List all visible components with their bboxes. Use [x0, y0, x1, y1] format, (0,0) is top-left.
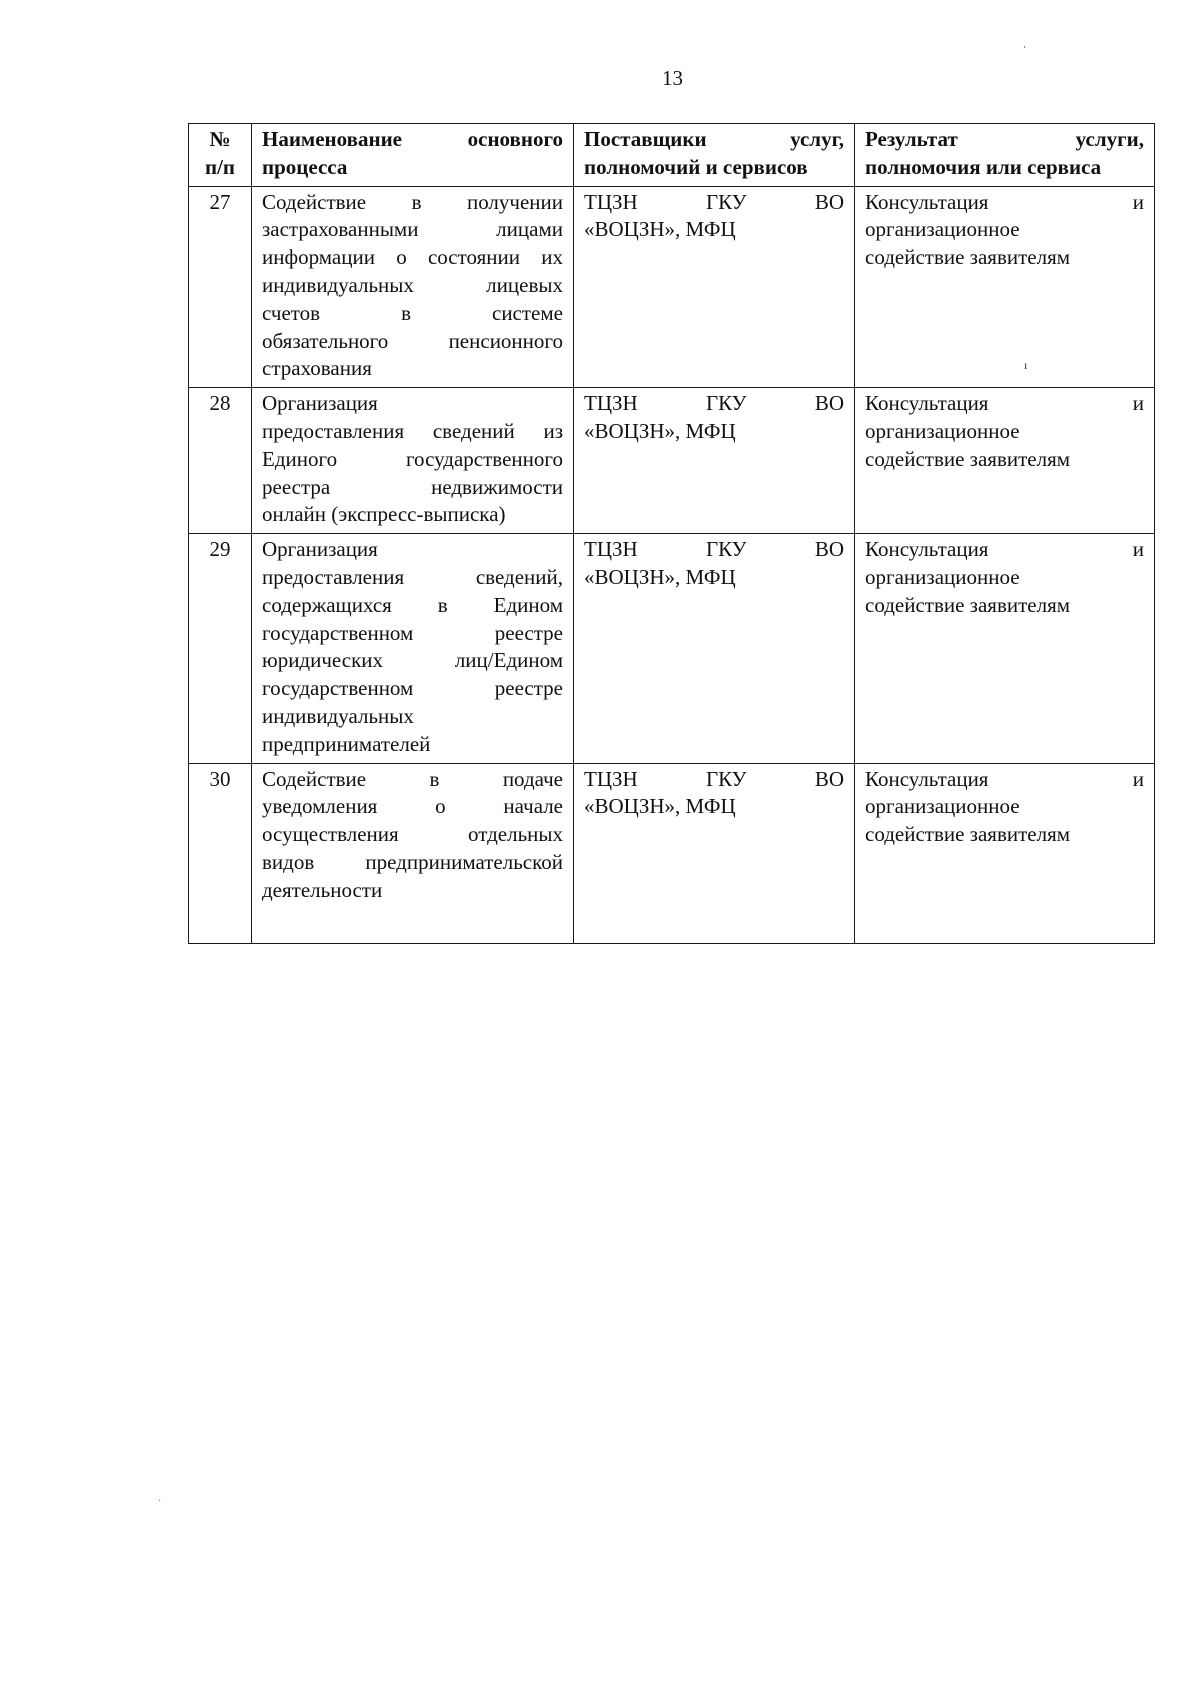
- row-process-line: уведомления о начале: [262, 794, 563, 819]
- table-row: [189, 534, 1155, 763]
- row-process-line: информации о состоянии их: [262, 245, 563, 270]
- row-process-cell: [252, 763, 574, 943]
- page-number: 13: [662, 66, 683, 90]
- row-result-line: содействие заявителям: [865, 245, 1071, 270]
- row-process-line: предоставления сведений из: [262, 418, 563, 443]
- services-table: [188, 123, 1155, 944]
- row-number: 29: [189, 534, 252, 763]
- row-process-line: индивидуальных лицевых: [262, 272, 563, 297]
- row-number: 27: [189, 186, 252, 388]
- header-number-line: п/п: [204, 154, 236, 179]
- row-providers-line: ТЦЗН ГКУ ВО: [584, 766, 844, 791]
- row-process-line: видов предпринимательской: [262, 849, 563, 874]
- row-result-line: Консультация и: [865, 537, 1144, 562]
- row-process-line: Содействие в подаче: [262, 766, 563, 791]
- row-process-line: Содействие в получении: [262, 189, 563, 214]
- row-process-line: государственном реестре: [262, 620, 563, 645]
- header-result: [855, 124, 1155, 187]
- header-number: [189, 124, 252, 187]
- row-providers-line: ТЦЗН ГКУ ВО: [584, 537, 844, 562]
- row-result-line: Консультация и: [865, 766, 1144, 791]
- row-process-cell: [252, 388, 574, 534]
- header-result-line: Результат услуги,: [865, 127, 1144, 151]
- row-result-line: организационное: [865, 564, 1020, 589]
- table-header-row: [189, 124, 1155, 187]
- row-number: 30: [189, 763, 252, 943]
- row-providers-cell: [574, 388, 855, 534]
- row-result-line: содействие заявителям: [865, 822, 1071, 847]
- row-providers-cell: [574, 186, 855, 388]
- row-providers-line: «ВОЦЗН», МФЦ: [584, 564, 736, 589]
- row-process-line: осуществления отдельных: [262, 822, 563, 847]
- header-process: [252, 124, 574, 187]
- scan-dot-mark: ·: [158, 1496, 162, 1507]
- row-process-line: предпринимателей: [262, 731, 431, 756]
- row-process-line: счетов в системе: [262, 300, 563, 325]
- table-body: [189, 186, 1155, 943]
- row-result-cell: [855, 186, 1155, 388]
- row-process-line: Организация: [262, 391, 378, 416]
- row-process-line: предоставления сведений,: [262, 564, 563, 589]
- row-result-line: организационное: [865, 217, 1020, 242]
- row-process-line: застрахованными лицами: [262, 217, 563, 242]
- row-result-line: организационное: [865, 794, 1020, 819]
- header-providers-line: Поставщики услуг,: [584, 127, 844, 151]
- row-process-line: страхования: [262, 356, 372, 381]
- row-process-line: обязательного пенсионного: [262, 328, 563, 353]
- row-providers-cell: [574, 763, 855, 943]
- row-process-cell: [252, 534, 574, 763]
- row-providers-cell: [574, 534, 855, 763]
- row-result-line: Консультация и: [865, 391, 1144, 416]
- row-result-line: организационное: [865, 418, 1020, 443]
- row-process-line: онлайн (экспресс-выписка): [262, 502, 506, 527]
- scan-tick-mark: ı: [1024, 358, 1028, 372]
- row-process-line: содержащихся в Едином: [262, 592, 563, 617]
- row-process-line: реестра недвижимости: [262, 474, 563, 499]
- table-row: [189, 186, 1155, 388]
- row-result-cell: [855, 763, 1155, 943]
- row-result-line: Консультация и: [865, 189, 1144, 214]
- table-row: [189, 388, 1155, 534]
- row-process-line: юридических лиц/Едином: [262, 648, 563, 673]
- row-providers-line: «ВОЦЗН», МФЦ: [584, 794, 736, 819]
- scan-speck-mark: ˌ: [1022, 34, 1027, 49]
- row-result-cell: [855, 534, 1155, 763]
- header-result-line: полномочия или сервиса: [865, 154, 1102, 179]
- row-number: 28: [189, 388, 252, 534]
- row-process-line: Единого государственного: [262, 446, 563, 471]
- row-process-line: индивидуальных: [262, 703, 414, 728]
- row-process-line: деятельности: [262, 877, 383, 902]
- row-providers-line: ТЦЗН ГКУ ВО: [584, 391, 844, 416]
- row-result-line: содействие заявителям: [865, 592, 1071, 617]
- row-providers-line: ТЦЗН ГКУ ВО: [584, 189, 844, 214]
- header-providers-line: полномочий и сервисов: [584, 154, 808, 179]
- row-providers-line: «ВОЦЗН», МФЦ: [584, 418, 736, 443]
- row-result-line: содействие заявителям: [865, 446, 1071, 471]
- row-process-line: государственном реестре: [262, 676, 563, 701]
- row-process-line: Организация: [262, 537, 378, 562]
- header-providers: [574, 124, 855, 187]
- header-process-line: процесса: [262, 154, 348, 179]
- row-result-cell: [855, 388, 1155, 534]
- row-providers-line: «ВОЦЗН», МФЦ: [584, 217, 736, 242]
- row-process-cell: [252, 186, 574, 388]
- header-process-line: Наименование основного: [262, 127, 563, 151]
- header-number-line: №: [209, 127, 231, 151]
- table-row: [189, 763, 1155, 943]
